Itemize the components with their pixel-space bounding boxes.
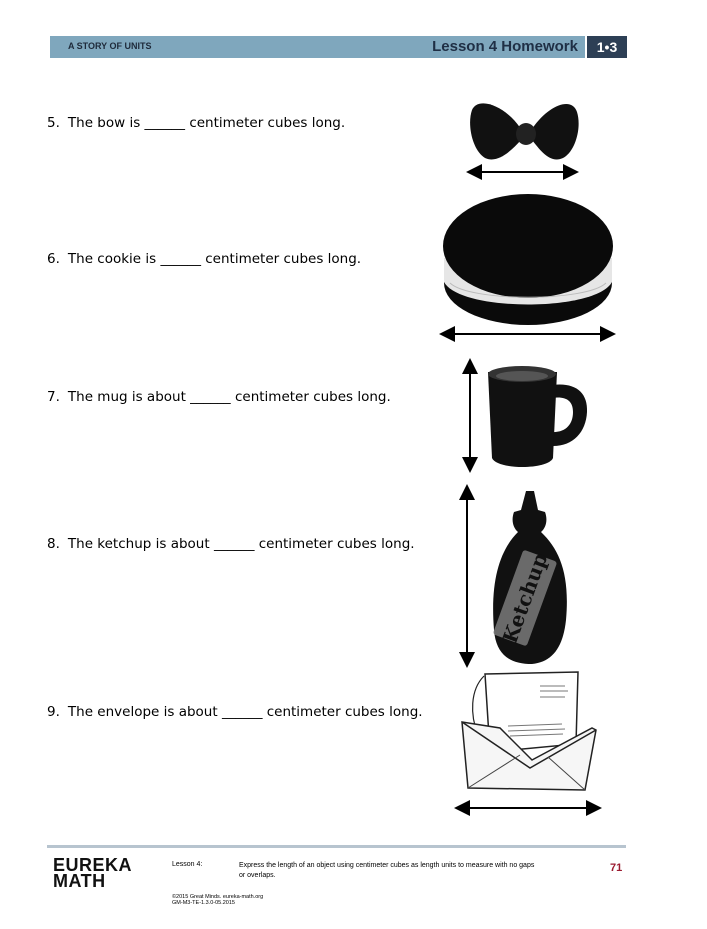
eureka-math-logo [53, 857, 132, 889]
copyright [172, 894, 263, 906]
copyright-line-2: GM-M3-TE-1.3.0-05.2015 [172, 900, 235, 906]
logo-line-2: MATH [53, 871, 106, 891]
page-number: 71 [610, 862, 623, 874]
question-text: The mug is about ______ centimeter cubes long. [67, 389, 391, 405]
ketchup-label: Ketchup [497, 549, 553, 647]
question-number: 6. [47, 251, 60, 267]
ketchup-bottle-icon [492, 491, 567, 664]
footer-lesson: Lesson 4: [172, 861, 203, 868]
bow-tie-icon [470, 103, 579, 159]
page-title: Lesson 4 Homework [432, 38, 578, 55]
logo-line-1: EUREKA [53, 855, 133, 875]
question-number: 7. [47, 389, 60, 405]
series-label: A STORY OF UNITS [68, 41, 152, 51]
question-number: 8. [47, 536, 60, 552]
question-number: 9. [47, 704, 60, 720]
question-number: 5. [47, 115, 60, 131]
cookie-icon [443, 194, 613, 325]
question-text: The ketchup is about ______ centimeter cubes long. [67, 536, 415, 552]
module-badge: 1•3 [587, 36, 627, 58]
question-text: The envelope is about ______ centimeter cubes long. [67, 704, 423, 720]
footer-description: Express the length of an object using centimeter cubes as length units to measure with no gaps or overlaps. [239, 862, 535, 879]
copyright-line-1: ©2015 Great Minds. eureka-math.org [172, 894, 264, 900]
question-text: The cookie is ______ centimeter cubes long. [67, 251, 362, 267]
question-text: The bow is ______ centimeter cubes long. [67, 115, 346, 131]
envelope-icon [462, 672, 596, 790]
footer-divider [47, 845, 626, 848]
mug-icon [488, 366, 587, 467]
